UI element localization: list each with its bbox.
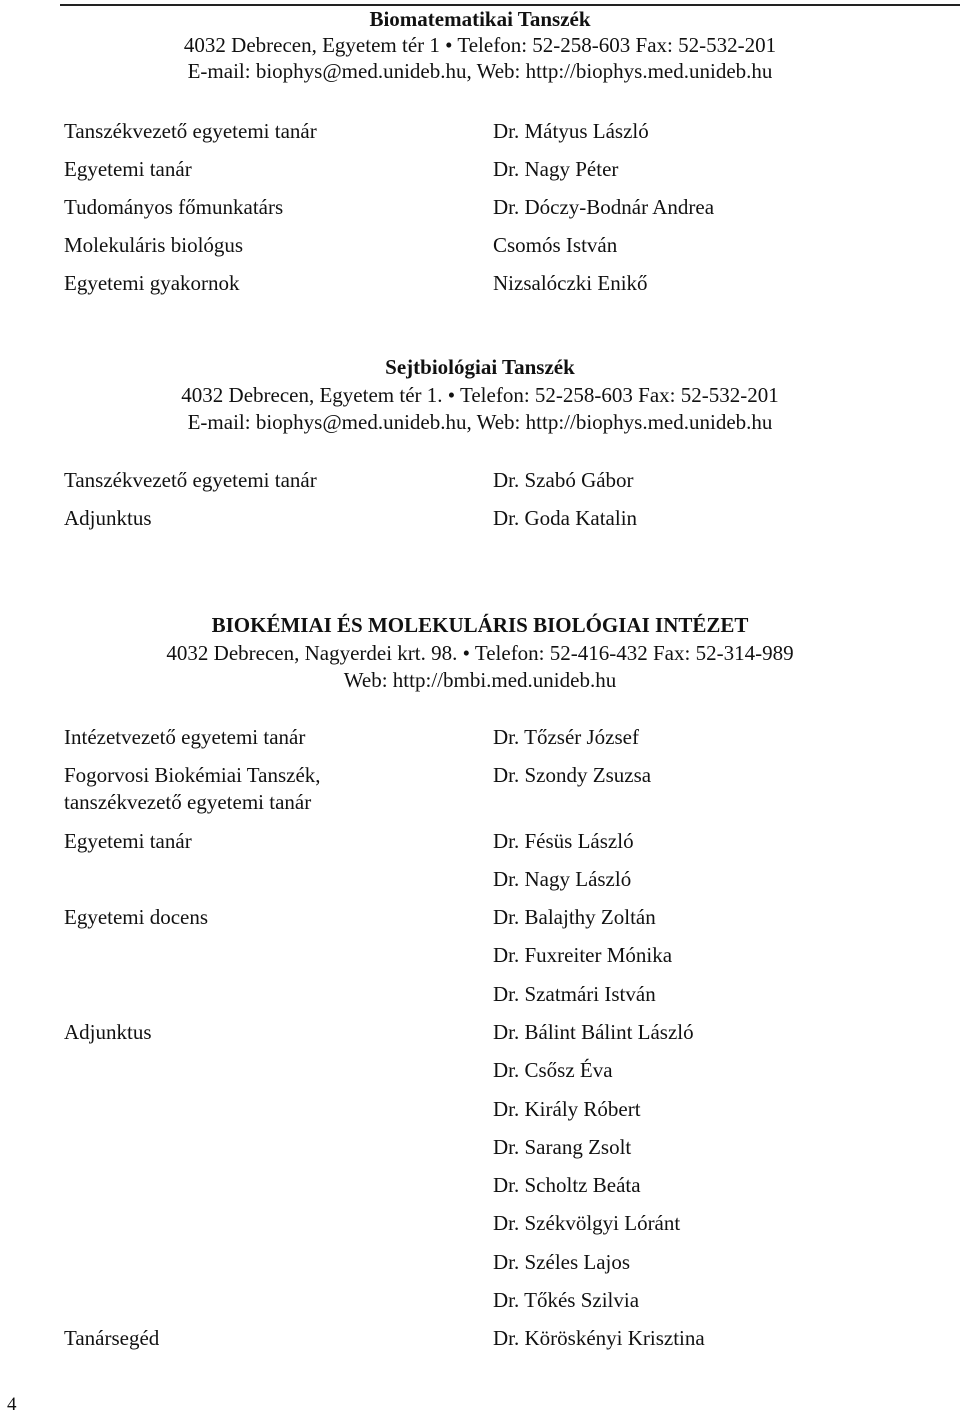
section-address: 4032 Debrecen, Egyetem tér 1 • Telefon: 52-258-603 Fax: 52-532-201 xyxy=(183,33,777,57)
staff-name: Dr. Mátyus László xyxy=(493,119,649,143)
staff-name: Dr. Sarang Zsolt xyxy=(493,1135,632,1159)
staff-role: Egyetemi tanár xyxy=(64,157,192,181)
page-number: 4 xyxy=(7,1394,17,1415)
staff-name: Dr. Tőzsér József xyxy=(493,725,639,749)
staff-role: Tanszékvezető egyetemi tanár xyxy=(64,468,317,492)
staff-name: Dr. Széles Lajos xyxy=(493,1250,631,1274)
staff-name: Dr. Nagy Péter xyxy=(493,157,619,181)
staff-name: Dr. Király Róbert xyxy=(493,1097,641,1121)
staff-name: Dr. Balajthy Zoltán xyxy=(493,905,656,929)
staff-role: Egyetemi tanár xyxy=(64,829,192,853)
section-address: 4032 Debrecen, Egyetem tér 1. • Telefon: 52-258-603 Fax: 52-532-201 xyxy=(181,383,779,407)
staff-role: Fogorvosi Biokémiai Tanszék, xyxy=(64,763,321,787)
staff-role: Intézetvezető egyetemi tanár xyxy=(64,725,306,749)
staff-name: Dr. Nagy László xyxy=(493,867,632,891)
staff-name: Dr. Goda Katalin xyxy=(493,506,638,530)
staff-name: Dr. Székvölgyi Lóránt xyxy=(493,1211,681,1235)
section-contact: Web: http://bmbi.med.unideb.hu xyxy=(343,668,617,692)
section-address: 4032 Debrecen, Nagyerdei krt. 98. • Telefon: 52-416-432 Fax: 52-314-989 xyxy=(166,641,794,665)
staff-name: Dr. Csősz Éva xyxy=(493,1058,613,1082)
staff-name: Dr. Szatmári István xyxy=(493,982,656,1006)
staff-name: Dr. Fuxreiter Mónika xyxy=(493,943,673,967)
staff-name: Dr. Tőkés Szilvia xyxy=(493,1288,640,1312)
section-contact: E-mail: biophys@med.unideb.hu, Web: http://biophys.med.unideb.hu xyxy=(187,59,773,83)
staff-role: tanszékvezető egyetemi tanár xyxy=(64,790,312,814)
staff-role: Egyetemi docens xyxy=(64,905,209,929)
staff-role: Tudományos főmunkatárs xyxy=(64,195,284,219)
staff-role: Tanszékvezető egyetemi tanár xyxy=(64,119,317,143)
staff-name: Dr. Szondy Zsuzsa xyxy=(493,763,652,787)
section-title: BIOKÉMIAI ÉS MOLEKULÁRIS BIOLÓGIAI INTÉZET xyxy=(211,613,749,637)
staff-role: Tanársegéd xyxy=(64,1326,160,1350)
section-title: Sejtbiológiai Tanszék xyxy=(385,355,575,379)
staff-name: Dr. Köröskényi Krisztina xyxy=(493,1326,705,1350)
staff-name: Dr. Szabó Gábor xyxy=(493,468,634,492)
staff-name: Dr. Dóczy-Bodnár Andrea xyxy=(493,195,715,219)
staff-name: Dr. Bálint Bálint László xyxy=(493,1020,694,1044)
section-title: Biomatematikai Tanszék xyxy=(369,7,591,31)
staff-name: Dr. Scholtz Beáta xyxy=(493,1173,641,1197)
staff-name: Dr. Fésüs László xyxy=(493,829,634,853)
section-contact: E-mail: biophys@med.unideb.hu, Web: http://biophys.med.unideb.hu xyxy=(187,410,773,434)
staff-role: Molekuláris biológus xyxy=(64,233,244,257)
staff-name: Csomós István xyxy=(493,233,618,257)
staff-role: Egyetemi gyakornok xyxy=(64,271,240,295)
staff-name: Nizsalóczki Enikő xyxy=(493,271,648,295)
staff-role: Adjunktus xyxy=(64,506,152,530)
staff-role: Adjunktus xyxy=(64,1020,152,1044)
